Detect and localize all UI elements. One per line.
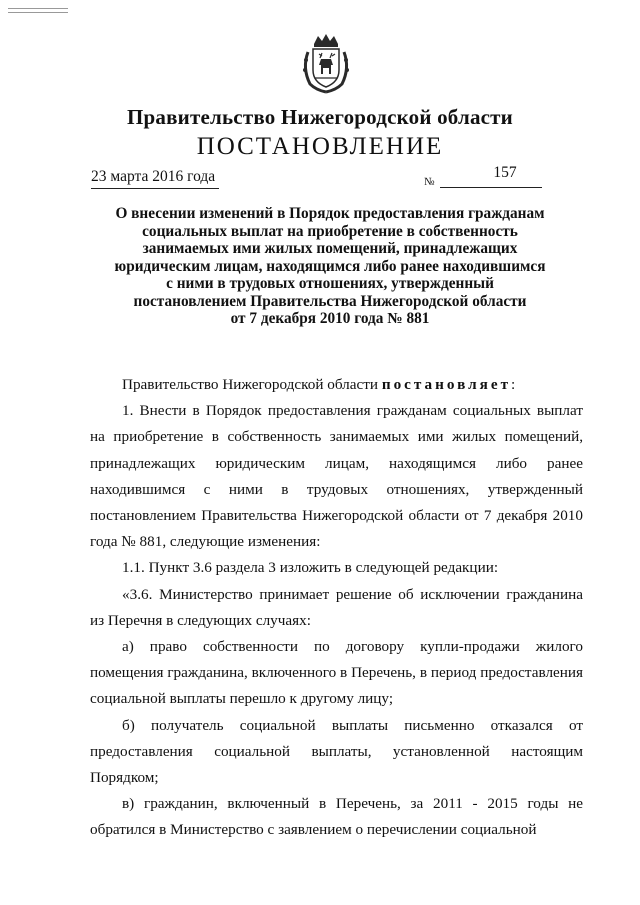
subject-line: с ними в трудовых отношениях, утвержденный	[166, 275, 494, 292]
paragraph-b: б) получатель социальной выплаты письменно отказался от предоставления социальной выплаты, установленной настоящим Порядком;	[90, 716, 583, 787]
paragraph-v: в) гражданин, включенный в Перечень, за 2011 - 2015 годы не обратился в Министерство с заявлением о перечислении социальной	[90, 795, 583, 839]
number-underline	[440, 187, 542, 188]
subject-line: юридическим лицам, находящимся либо ранее находившимся	[114, 257, 546, 275]
paragraph-a: а) право собственности по договору купли-продажи жилого помещения гражданина, включенного в Перечень, в период предоставления социальной выплаты перешло к другому лицу;	[90, 638, 583, 708]
government-title: Правительство Нижегородской области	[127, 105, 513, 129]
paragraph-1-1: 1.1. Пункт 3.6 раздела 3 изложить в следующей редакции:	[122, 559, 499, 577]
subject-line: занимаемых ими жилых помещений, принадлежащих	[142, 240, 518, 257]
paragraph-3-6: «3.6. Министерство принимает решение об исключении гражданина из Перечня в следующих случаях:	[90, 585, 583, 629]
date-underline	[91, 188, 219, 189]
subject-line: постановлением Правительства Нижегородской области	[133, 292, 527, 310]
intro-text: Правительство Нижегородской области	[122, 376, 382, 393]
document-number: 157	[493, 164, 517, 181]
document-type: ПОСТАНОВЛЕНИЕ	[196, 133, 444, 160]
document-subject	[90, 205, 570, 328]
intro-colon: :	[511, 376, 516, 393]
intro-paragraph	[90, 372, 583, 398]
decree-verb: постановляет	[381, 376, 512, 393]
subject-line: от 7 декабря 2010 года № 881	[230, 310, 430, 327]
number-label: №	[424, 176, 435, 188]
scan-mark	[8, 8, 68, 22]
subject-line: О внесении изменений в Порядок предоставления гражданам	[115, 205, 545, 222]
document-body	[90, 372, 583, 844]
coat-of-arms-icon	[300, 32, 352, 94]
paragraph-1: 1. Внести в Порядок предоставления гражданам социальных выплат на приобретение в собственность занимаемых ими жилых помещений, принадлежащих юридическим лицам, находящимся либо ранее находившимся с ними в трудовых отношениях, утвержденный постановлением Правительства Нижегородской области от 7 декабря 2010 года № 881, следующие изменения:	[90, 402, 583, 551]
subject-line: социальных выплат на приобретение в собственность	[142, 222, 518, 240]
document-date: 23 марта 2016 года	[91, 168, 216, 185]
